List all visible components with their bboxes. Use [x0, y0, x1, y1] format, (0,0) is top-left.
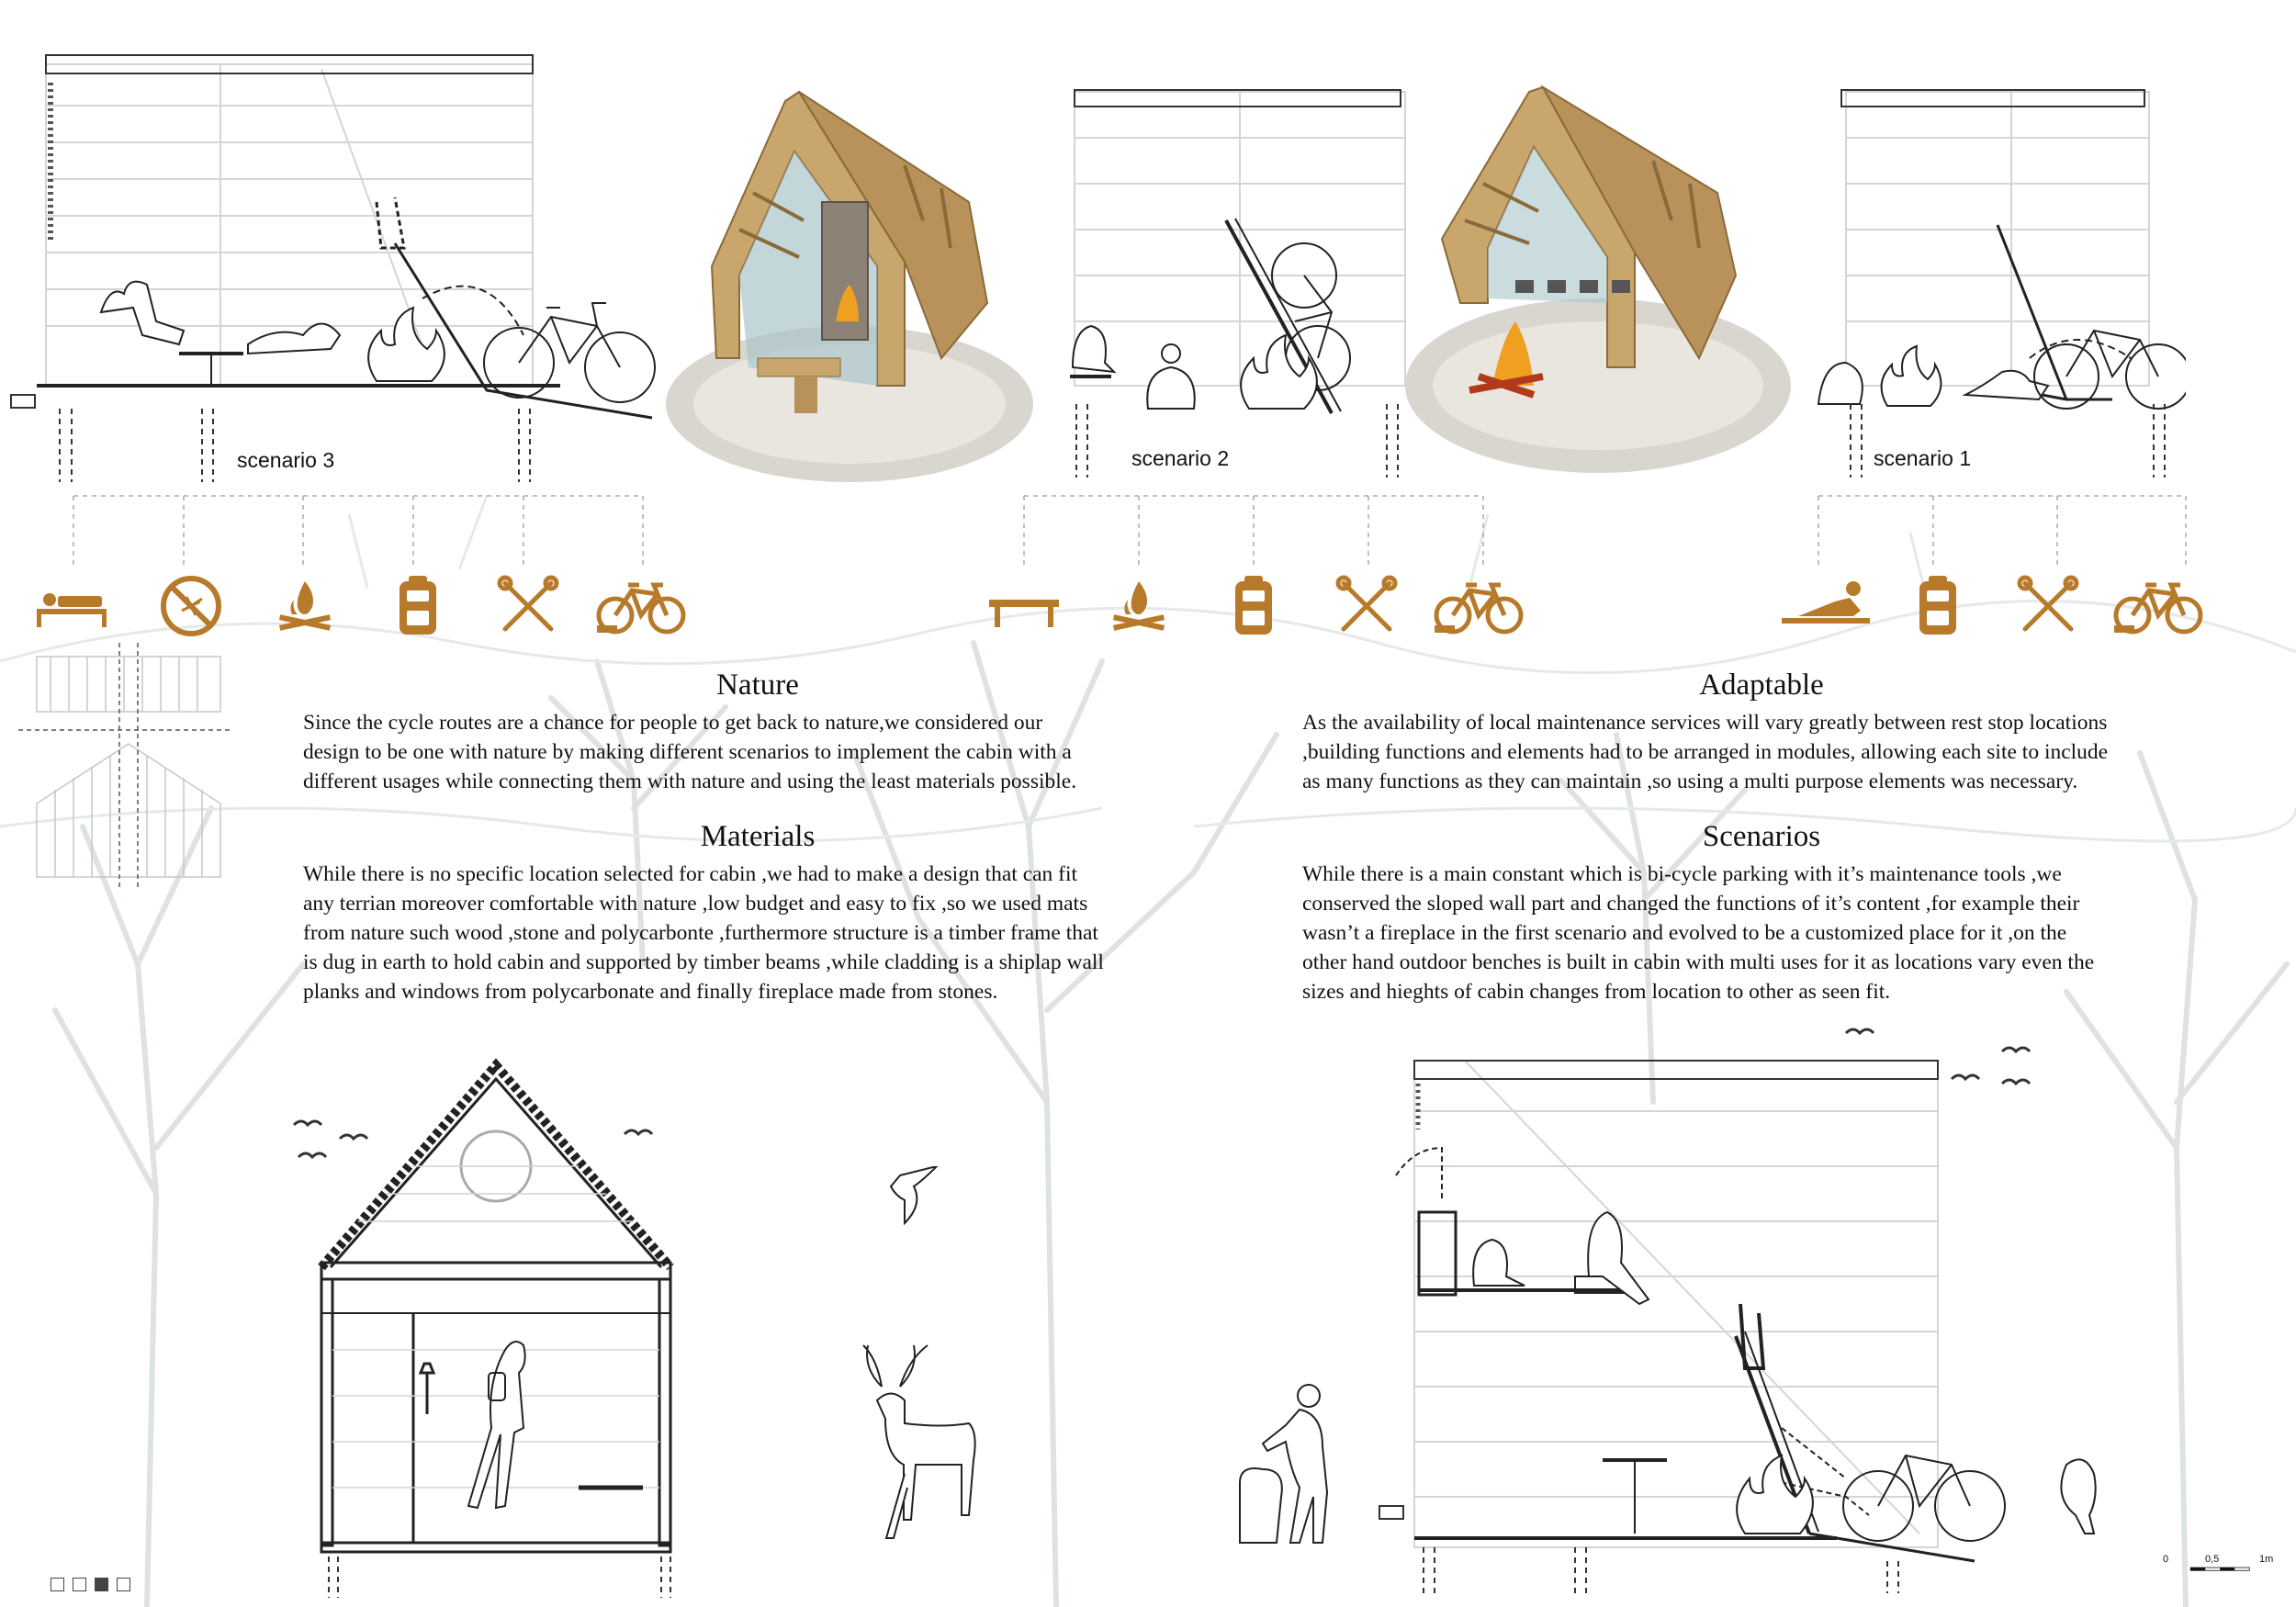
adaptable-line: As the availability of local maintenance services will vary greatly between rest stop locations — [1302, 711, 2108, 735]
adaptable-line: ,building functions and elements had to be arranged in modules, allowing each site to include — [1302, 740, 2109, 764]
sheet-index-square — [51, 1578, 64, 1591]
tools-icon — [2011, 574, 2085, 638]
bench-icon — [987, 574, 1061, 638]
scenario-3-label: scenario 3 — [237, 448, 335, 472]
sheet-index-square — [73, 1578, 86, 1591]
nature-line: different usages while connecting them with nature and using the least materials possible. — [303, 770, 1077, 793]
materials-line: planks and windows from polycarbonate and finally fireplace made from stones. — [303, 980, 998, 1004]
loft-cabin-section-drawing — [1368, 1019, 2112, 1598]
scenario-3-section-drawing — [9, 51, 670, 491]
tools-icon — [491, 574, 565, 638]
cabin-render-campfire — [1405, 83, 1791, 487]
scale-bar — [2163, 1554, 2278, 1581]
no-mosquito-icon — [154, 574, 228, 638]
backpack-icon — [381, 574, 455, 638]
nature-line: Since the cycle routes are a chance for people to get back to nature,we considered our — [303, 711, 1043, 735]
scale-tick-1m: 1m — [2259, 1554, 2274, 1565]
icon-connector-lines — [0, 487, 2296, 588]
deer-and-bird-drawing — [808, 1166, 992, 1543]
campfire-icon — [268, 574, 342, 638]
campfire-icon — [1102, 574, 1176, 638]
adaptable-body — [1302, 708, 2221, 796]
scenario-2-section-drawing — [1056, 83, 1424, 487]
scenarios-line: While there is a main constant which is bi-cycle parking with it’s maintenance tools ,we — [1302, 862, 2062, 886]
scale-tick-0: 0 — [2163, 1554, 2169, 1565]
sheet-index-square — [117, 1578, 130, 1591]
reclining-person-icon — [1780, 574, 1872, 638]
nature-title: Nature — [716, 669, 799, 702]
sheet-index-legend — [51, 1578, 130, 1591]
nature-section — [303, 669, 1221, 796]
scenarios-title: Scenarios — [1702, 820, 1821, 853]
scenarios-line: wasn’t a fireplace in the first scenario and evolved to be a customized place for it ,on the — [1302, 921, 2067, 945]
materials-body — [303, 860, 1221, 1006]
materials-section — [303, 820, 1221, 1006]
scale-bar-graphic — [2163, 1567, 2278, 1581]
scenario-2-label: scenario 2 — [1131, 446, 1230, 470]
nature-line: design to be one with nature by making different scenarios to implement the cabin with a — [303, 740, 1072, 764]
scenarios-section — [1302, 820, 2221, 1006]
scenarios-line: sizes and hieghts of cabin changes from location to other as seen fit. — [1302, 980, 1891, 1004]
adaptable-section — [1302, 669, 2221, 796]
materials-line: While there is no specific location selected for cabin ,we had to make a design that can fit — [303, 862, 1078, 886]
materials-line: is dug in earth to hold cabin and supported by timber beams ,while cladding is a shiplap wall — [303, 950, 1104, 974]
scenarios-line: other hand outdoor benches is built in cabin with multi uses for it as locations vary even the — [1302, 950, 2095, 974]
bicycle-icon — [595, 574, 687, 638]
scenarios-line: conserved the sloped wall part and changed the functions of it’s content ,for example their — [1302, 892, 2080, 916]
woodcutter-drawing — [1221, 1382, 1359, 1547]
sheet-index-square-active — [95, 1578, 108, 1591]
tools-icon — [1330, 574, 1403, 638]
adaptable-line: as many functions as they can maintain ,so using a multi purpose elements was necessary. — [1302, 770, 2078, 793]
side-elevation-drawing — [14, 638, 234, 895]
gable-cabin-section-drawing — [276, 1056, 716, 1598]
scenario-1-label: scenario 1 — [1874, 446, 1972, 470]
backpack-icon — [1901, 574, 1975, 638]
materials-line: any terrian moreover comfortable with nature ,low budget and easy to fix ,so we used mats — [303, 892, 1088, 916]
backpack-icon — [1217, 574, 1290, 638]
scale-tick-half: 0,5 — [2205, 1554, 2220, 1565]
bicycle-icon — [2112, 574, 2204, 638]
cabin-render-fireplace — [666, 83, 1033, 487]
nature-body — [303, 708, 1221, 796]
bicycle-icon — [1433, 574, 1525, 638]
bed-icon — [35, 574, 108, 638]
scenario-1-section-drawing — [1800, 83, 2186, 487]
adaptable-title: Adaptable — [1699, 669, 1824, 702]
scenarios-body — [1302, 860, 2221, 1006]
materials-title: Materials — [700, 820, 816, 853]
materials-line: from nature such wood ,stone and polycarbonte ,furthermore structure is a timber frame that — [303, 921, 1098, 945]
